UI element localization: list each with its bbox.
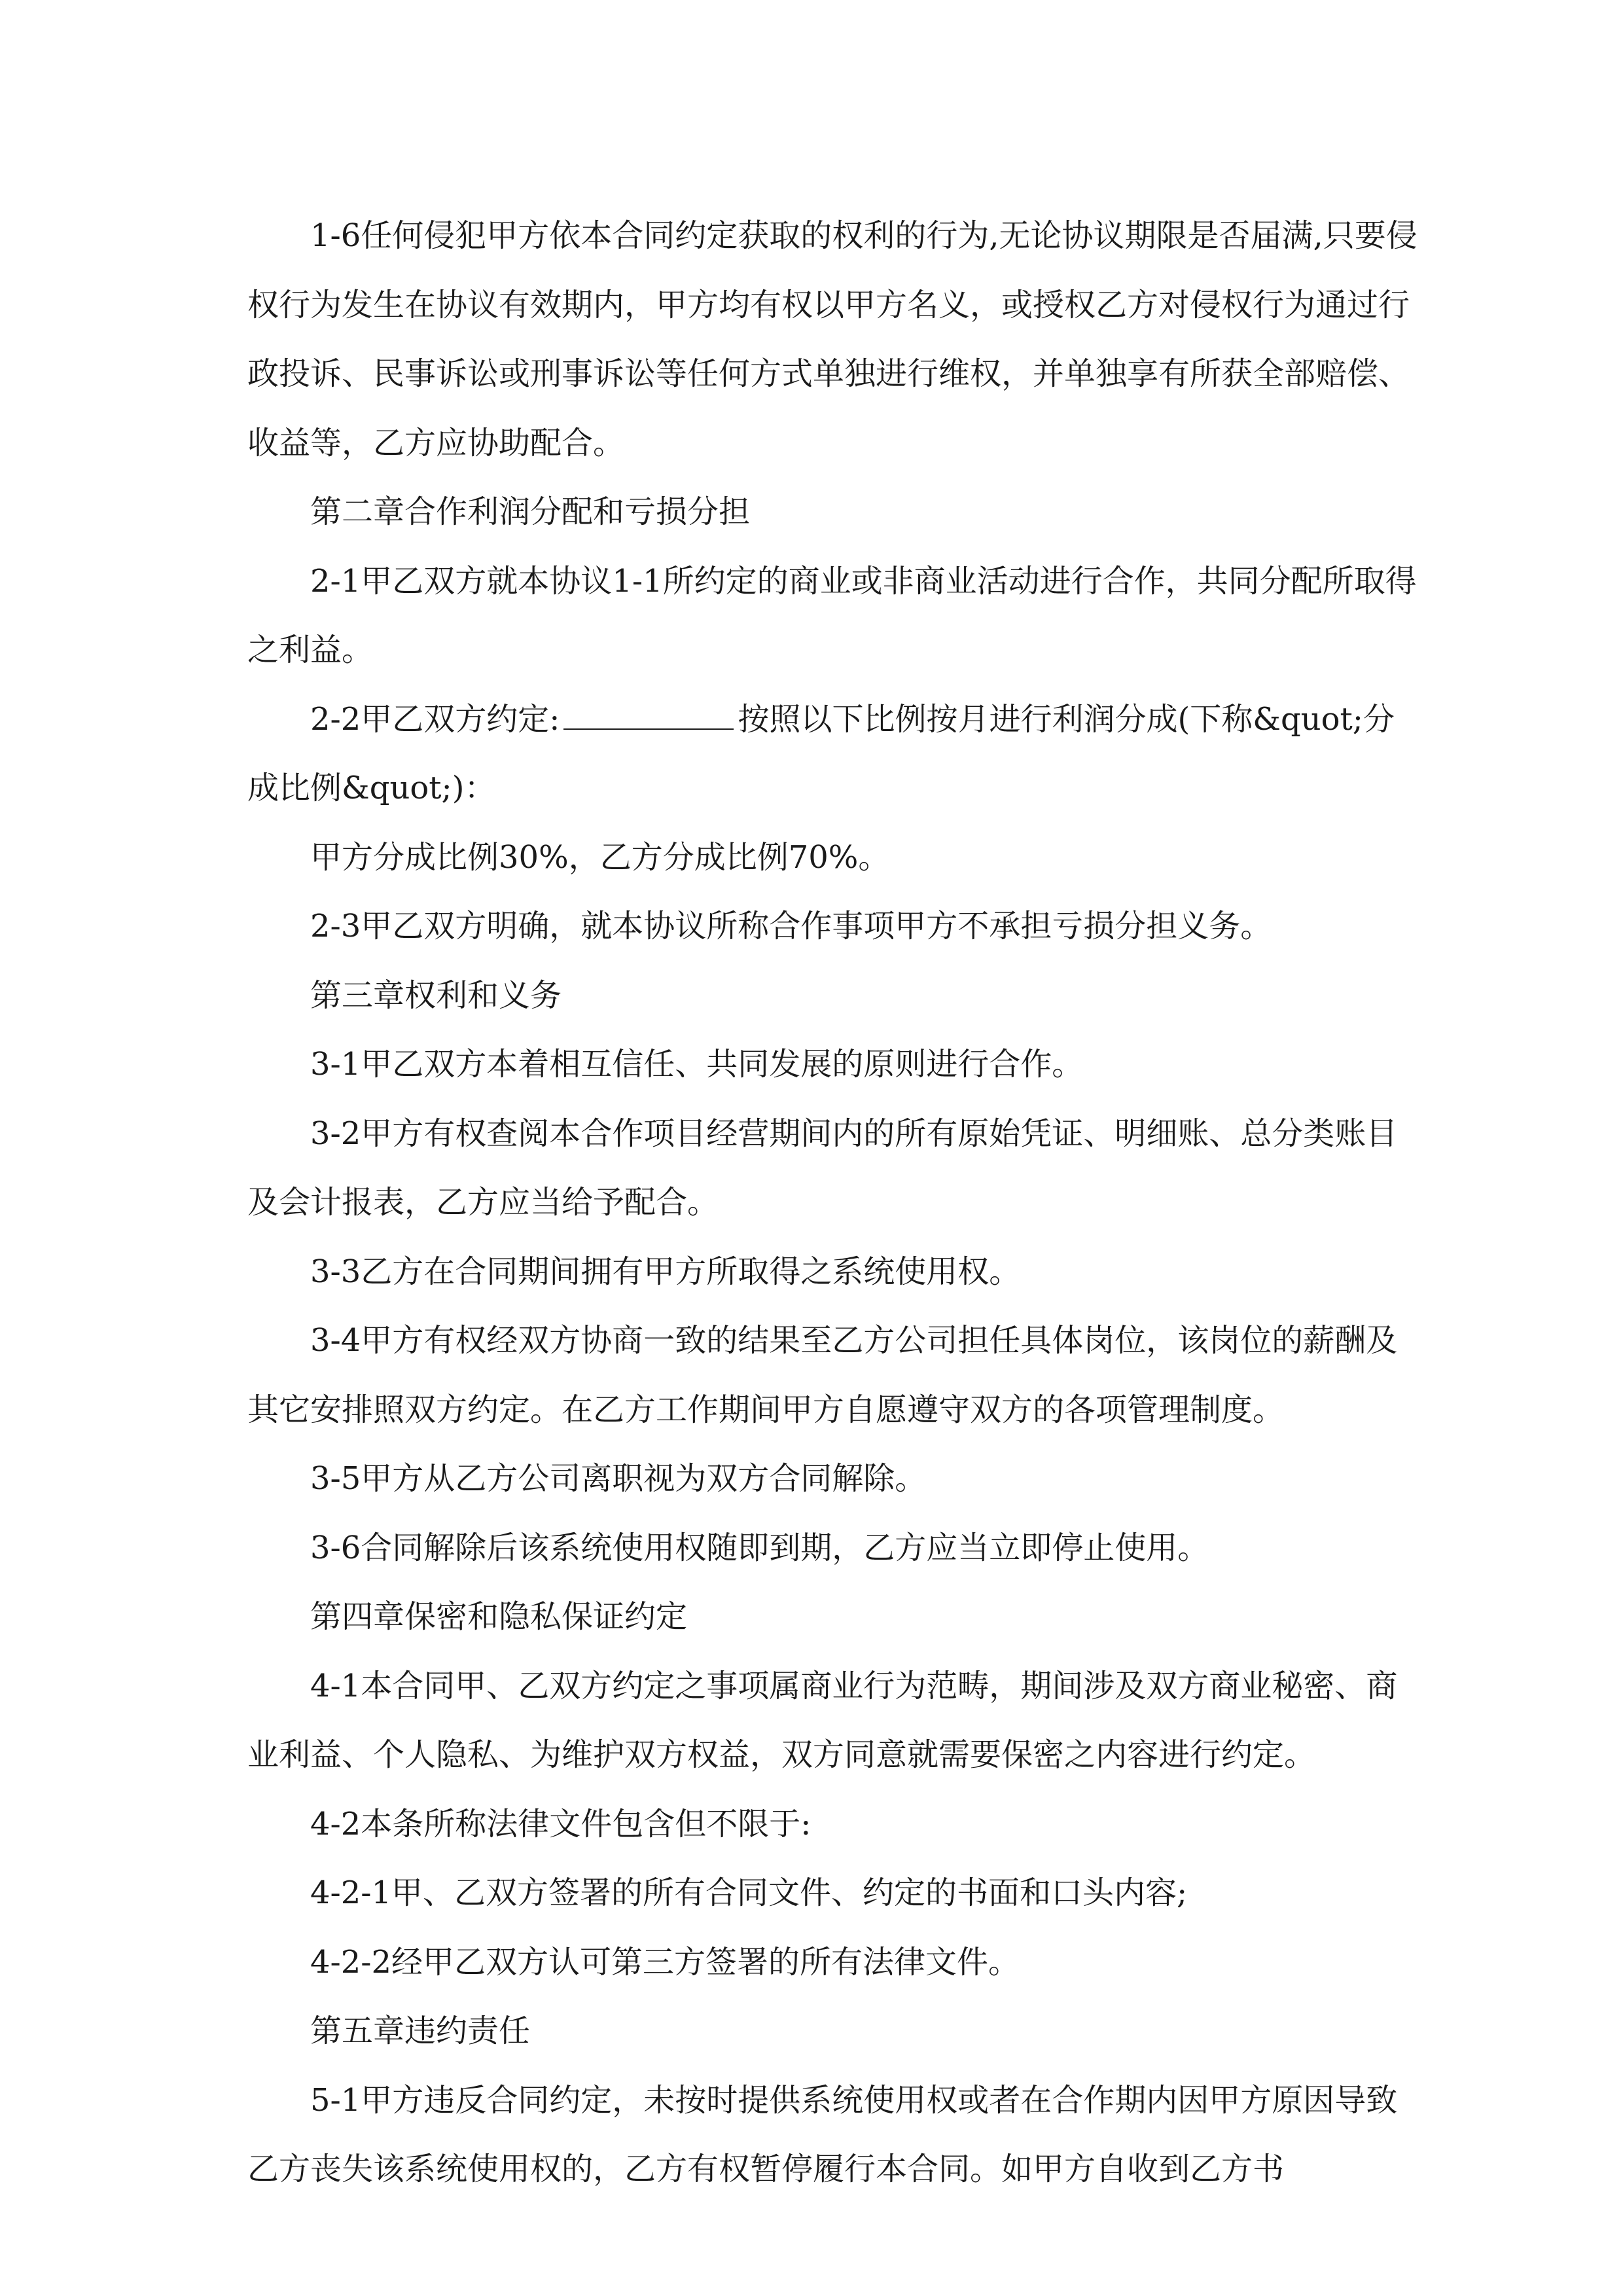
clause-4-2: 4-2本条所称法律文件包含但不限于: xyxy=(310,1805,812,1842)
chapter-2-heading: 第二章合作利润分配和亏损分担 xyxy=(310,493,751,530)
clause-2-2 xyxy=(247,685,1425,823)
clause-2-2-lead: 2-2甲乙双方约定: xyxy=(310,700,560,738)
clause-3-4: 3-4甲方有权经双方协商一致的结果至乙方公司担任具体岗位，该岗位的薪酬及其它安排照双方约定。在乙方工作期间甲方自愿遵守双方的各项管理制度。 xyxy=(247,1322,1398,1428)
clause-2-2-tail: 按照以下比例按月进行利润分成(下称&quot;分成比例&quot;)： xyxy=(247,700,1395,806)
chapter-3-heading: 第三章权利和义务 xyxy=(310,977,562,1014)
chapter-5-heading: 第五章违约责任 xyxy=(310,2013,531,2049)
contract-body xyxy=(247,202,1425,2204)
clause-3-3: 3-3乙方在合同期间拥有甲方所取得之系统使用权。 xyxy=(310,1253,1021,1290)
clause-4-1: 4-1本合同甲、乙双方约定之事项属商业行为范畴，期间涉及双方商业秘密、商业利益、个人隐私、为维护双方权益，双方同意就需要保密之内容进行约定。 xyxy=(247,1667,1398,1773)
clause-2-3: 2-3甲乙双方明确，就本协议所称合作事项甲方不承担亏损分担义务。 xyxy=(310,908,1272,944)
clause-3-2: 3-2甲方有权查阅本合作项目经营期间内的所有原始凭证、明细账、总分类账目及会计报表，乙方应当给予配合。 xyxy=(247,1115,1398,1221)
clause-1-6: 1-6任何侵犯甲方依本合同约定获取的权利的行为,无论协议期限是否届满,只要侵权行为发生在协议有效期内，甲方均有权以甲方名义，或授权乙方对侵权行为通过行政投诉、民事诉讼或刑事诉讼等任何方式单独进行维权，并单独享有所获全部赔偿、收益等，乙方应协助配合。 xyxy=(247,217,1418,461)
clause-4-2-2: 4-2-2经甲乙双方认可第三方签署的所有法律文件。 xyxy=(310,1943,1020,1981)
clause-3-5: 3-5甲方从乙方公司离职视为双方合同解除。 xyxy=(310,1460,927,1497)
clause-3-6: 3-6合同解除后该系统使用权随即到期，乙方应当立即停止使用。 xyxy=(310,1529,1209,1566)
fill-in-blank-line xyxy=(563,700,734,730)
clause-3-1: 3-1甲乙双方本着相互信任、共同发展的原则进行合作。 xyxy=(310,1046,1084,1083)
clause-2-1: 2-1甲乙双方就本协议1-1所约定的商业或非商业活动进行合作，共同分配所取得之利益。 xyxy=(247,562,1417,668)
share-ratio-line: 甲方分成比例30%，乙方分成比例70%。 xyxy=(310,838,890,876)
clause-4-2-1: 4-2-1甲、乙双方签署的所有合同文件、约定的书面和口头内容; xyxy=(310,1874,1188,1911)
chapter-4-heading: 第四章保密和隐私保证约定 xyxy=(310,1598,688,1635)
clause-5-1: 5-1甲方违反合同约定，未按时提供系统使用权或者在合作期内因甲方原因导致乙方丧失该系统使用权的，乙方有权暂停履行本合同。如甲方自收到乙方书 xyxy=(247,2081,1398,2187)
